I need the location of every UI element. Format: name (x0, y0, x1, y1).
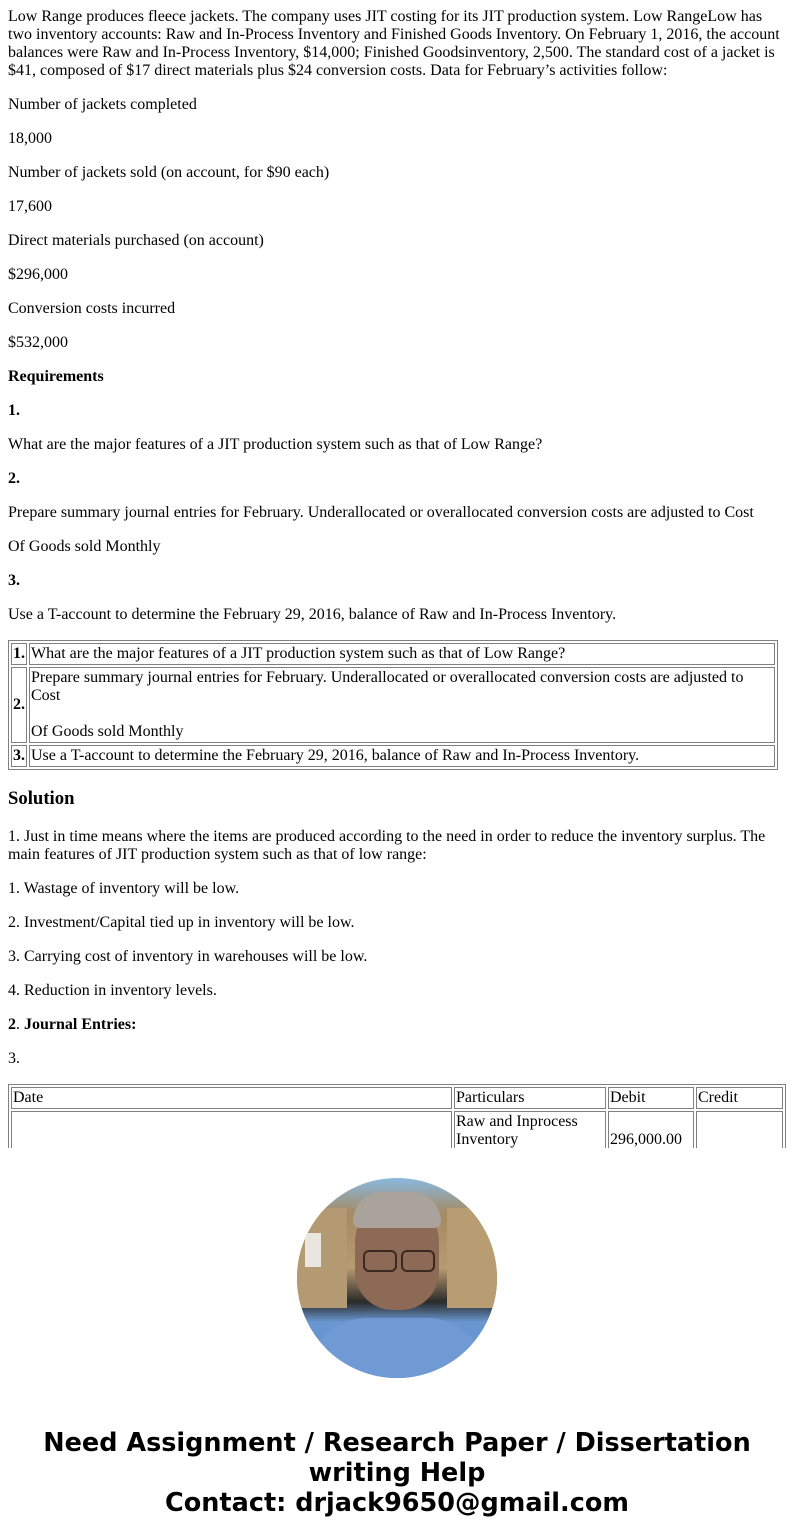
requirement-number: 2. (11, 667, 27, 743)
data-label-conversion-costs: Conversion costs incurred (8, 300, 176, 317)
cell-credit (696, 1111, 783, 1148)
promo-contact: Contact: drjack9650@gmail.com (165, 1488, 629, 1518)
avatar (297, 1178, 497, 1378)
requirement-2-text: Prepare summary journal entries for February. Underallocated or overallocated conversion costs are adjusted to Cost (8, 504, 754, 521)
promo-section (0, 1178, 794, 1518)
requirement-3-number: 3. (8, 572, 20, 589)
solution-feature: 4. Reduction in inventory levels. (8, 982, 217, 999)
column-header-debit: Debit (608, 1087, 694, 1109)
data-value-conversion-costs: $532,000 (8, 334, 68, 351)
requirements-heading: Requirements (8, 368, 104, 385)
table-header-row (11, 1087, 783, 1109)
cell-debit: 296,000.00 (608, 1111, 694, 1148)
document-body (0, 8, 794, 1148)
promo-line-1: Need Assignment / Research Paper / Dissertation (43, 1428, 751, 1458)
requirement-number: 3. (11, 745, 27, 767)
data-label-materials-purchased: Direct materials purchased (on account) (8, 232, 264, 249)
requirement-number: 1. (11, 643, 27, 665)
problem-intro: Low Range produces fleece jackets. The company uses JIT costing for its JIT production system. Low RangeLow has two inventory accounts: Raw and In-Process Inventory and Finished Goods Inventory. On February 1, 2016, the account balances were Raw and In-Process Inventory, $14,000; Finished Goodsinventory, 2,500. The standard cost of a jacket is $41, composed of $17 direct materials plus $24 conversion costs. Data for February’s activities follow: (8, 8, 780, 79)
solution-feature: 1. Wastage of inventory will be low. (8, 880, 240, 897)
column-header-credit: Credit (696, 1087, 783, 1109)
requirement-text (29, 667, 775, 743)
requirements-table (8, 640, 778, 770)
requirement-1-text: What are the major features of a JIT production system such as that of Low Range? (8, 436, 543, 453)
table-row (11, 643, 775, 665)
data-label-jackets-sold: Number of jackets sold (on account, for $90 each) (8, 164, 330, 181)
requirement-text-line1: Prepare summary journal entries for February. Underallocated or overallocated conversion costs are adjusted to Cost (31, 669, 744, 704)
solution-feature: 2. Investment/Capital tied up in inventory will be low. (8, 914, 355, 931)
data-value-jackets-completed: 18,000 (8, 130, 52, 147)
requirement-text: What are the major features of a JIT production system such as that of Low Range? (29, 643, 775, 665)
data-label-jackets-completed: Number of jackets completed (8, 96, 197, 113)
requirement-text-line2: Of Goods sold Monthly (31, 723, 184, 740)
promo-message (0, 1428, 794, 1518)
journal-table-container (8, 1084, 786, 1148)
requirement-2-text-cont: Of Goods sold Monthly (8, 538, 161, 555)
part-3-label: 3. (8, 1050, 20, 1067)
promo-line-2: writing Help (308, 1458, 486, 1488)
column-header-date: Date (11, 1087, 452, 1109)
column-header-particulars: Particulars (454, 1087, 606, 1109)
solution-heading: Solution (8, 788, 75, 809)
solution-feature: 3. Carrying cost of inventory in warehouses will be low. (8, 948, 368, 965)
requirement-1-number: 1. (8, 402, 20, 419)
table-row (11, 745, 775, 767)
table-row (11, 667, 775, 743)
data-value-materials-purchased: $296,000 (8, 266, 68, 283)
table-row (11, 1111, 783, 1148)
requirement-2-number: 2. (8, 470, 20, 487)
cell-particulars: Raw and Inprocess Inventory (454, 1111, 606, 1148)
cell-date (11, 1111, 452, 1148)
data-value-jackets-sold: 17,600 (8, 198, 52, 215)
requirement-text: Use a T-account to determine the February 29, 2016, balance of Raw and In-Process Inventory. (29, 745, 775, 767)
requirement-3-text: Use a T-account to determine the February 29, 2016, balance of Raw and In-Process Inventory. (8, 606, 617, 623)
journal-table (8, 1084, 786, 1148)
solution-intro: 1. Just in time means where the items are produced according to the need in order to reduce the inventory surplus. The main features of JIT production system such as that of low range: (8, 828, 766, 863)
journal-entries-heading: 2. Journal Entries: (8, 1016, 137, 1033)
